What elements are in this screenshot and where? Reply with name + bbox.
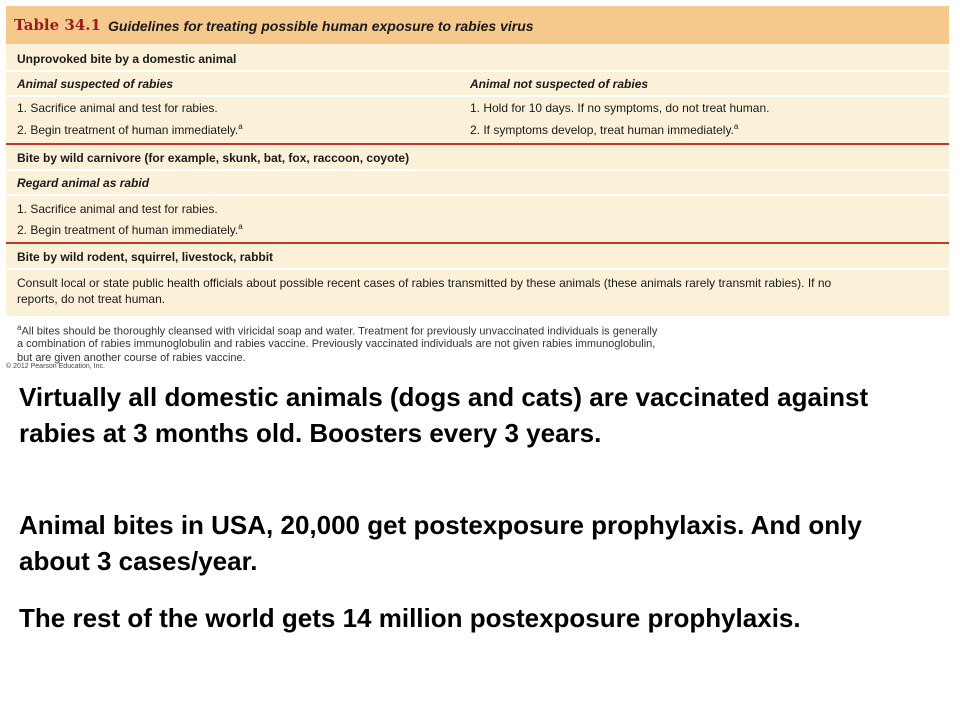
footnote-line: but are given another course of rabies vaccine. bbox=[17, 352, 246, 364]
paragraph-3: The rest of the world gets 14 million postexposure prophylaxis. bbox=[19, 603, 801, 633]
table-number: Table 34.1 bbox=[14, 16, 101, 34]
divider bbox=[6, 268, 949, 270]
divider bbox=[6, 194, 949, 196]
list-item: 1. Sacrifice animal and test for rabies. bbox=[17, 202, 218, 216]
section-divider bbox=[6, 143, 949, 145]
paragraph-2: Animal bites in USA, 20,000 get postexposure prophylaxis. And only about 3 cases/year. bbox=[19, 510, 862, 576]
footnote-line: $^a$All bites should be thoroughly cleansed with viricidal soap and water. Treatment for previously unvaccinated individuals is generally bbox=[17, 323, 658, 338]
copyright: © 2012 Pearson Education, Inc. bbox=[6, 363, 105, 370]
table-header bbox=[6, 6, 949, 44]
table-title: Guidelines for treating possible human exposure to rabies virus bbox=[108, 18, 534, 34]
col-right-header: Animal not suspected of rabies bbox=[470, 77, 649, 91]
col-left-header: Animal suspected of rabies bbox=[17, 77, 174, 91]
divider bbox=[6, 169, 949, 171]
section1-heading: Unprovoked bite by a domestic animal bbox=[17, 52, 237, 66]
list-item: 1. Hold for 10 days. If no symptoms, do not treat human. bbox=[470, 101, 770, 115]
section2-heading: Bite by wild carnivore (for example, skunk, bat, fox, raccoon, coyote) bbox=[17, 151, 410, 165]
list-item: 1. Sacrifice animal and test for rabies. bbox=[17, 101, 218, 115]
section3-text: reports, do not treat human. bbox=[17, 292, 166, 306]
list-item: 2. Begin treatment of human immediately.$^a$ bbox=[17, 222, 243, 237]
divider bbox=[6, 70, 949, 72]
section3-heading: Bite by wild rodent, squirrel, livestock, rabbit bbox=[17, 250, 274, 264]
section-divider bbox=[6, 242, 949, 244]
list-item: 2. Begin treatment of human immediately.$^a$ bbox=[17, 122, 243, 137]
section2-subheading: Regard animal as rabid bbox=[17, 176, 150, 190]
section3-text: Consult local or state public health officials about possible recent cases of rabies transmitted by these animals (these animals rarely transmit rabies). If no bbox=[17, 276, 832, 290]
divider bbox=[6, 95, 949, 97]
footnote-line: a combination of rabies immunoglobulin and rabies vaccine. Previously vaccinated individuals are not given rabies immunoglobulin, bbox=[17, 338, 656, 350]
list-item: 2. If symptoms develop, treat human immediately.$^a$ bbox=[470, 122, 739, 137]
paragraph-1: Virtually all domestic animals (dogs and cats) are vaccinated against rabies at 3 months old. Boosters every 3 years. bbox=[19, 382, 869, 448]
